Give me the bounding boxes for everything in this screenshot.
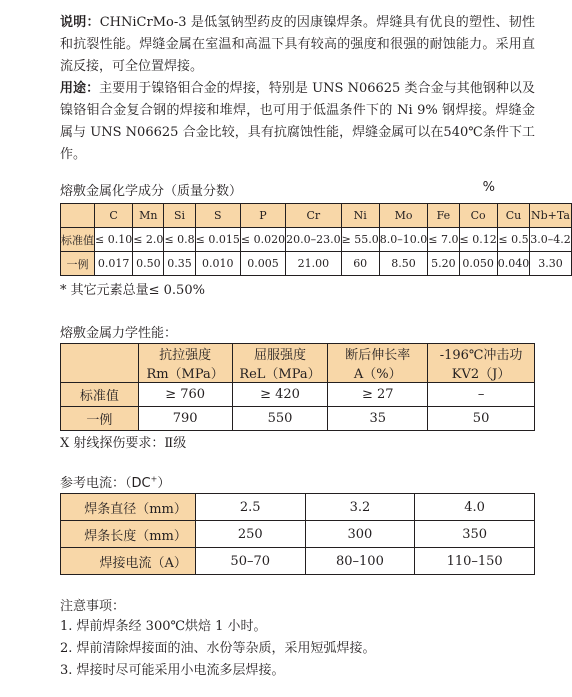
mech-header-cell (428, 344, 535, 383)
table-row (61, 383, 535, 407)
row-label: 一例 (61, 252, 95, 276)
chem-header-cell: Co (459, 204, 497, 228)
chem-header-row (61, 204, 572, 228)
mech-title: 熔敷金属力学性能： (60, 326, 178, 341)
chem-unit: % (482, 180, 495, 195)
chem-header-cell: Fe (428, 204, 459, 228)
chem-header-cell: P (240, 204, 285, 228)
current-cell: 2.5 (195, 494, 305, 521)
chem-cell: 3.30 (530, 252, 572, 276)
chem-cell: 0.50 (133, 252, 164, 276)
row-label: 焊接电流（A） (61, 548, 196, 575)
chem-header-cell: Ni (341, 204, 379, 228)
table-row (61, 252, 572, 276)
chem-cell: 0.35 (164, 252, 195, 276)
chem-header-cell: C (95, 204, 133, 228)
mech-cell: 550 (232, 407, 328, 431)
chem-cell: ≤ 7.0 (428, 228, 459, 252)
table-row (61, 407, 535, 431)
current-cell: 300 (305, 521, 415, 548)
intro-text: CHNiCrMo-3 是低氢钠型药皮的因康镍焊条。焊缝具有优良的塑性、韧性和抗裂性能。焊缝金属在室温和高温下具有较高的强度和很强的耐蚀能力。采用直流反接，可全位置焊接。 (60, 15, 535, 74)
current-heading (60, 472, 535, 491)
notes-title: 注意事项： (60, 599, 126, 614)
current-title-suffix: （DC (125, 476, 151, 491)
mech-header-cell (138, 344, 232, 383)
mech-note: X 射线探伤要求：Ⅱ级 (60, 436, 187, 451)
table-row (61, 228, 572, 252)
chem-cell: ≤ 0.12 (459, 228, 497, 252)
current-cell: 80–100 (305, 548, 415, 575)
mech-header-line1: 屈服强度 (253, 348, 306, 363)
chem-cell: 0.010 (195, 252, 240, 276)
chem-cell: ≤ 2.0 (133, 228, 164, 252)
current-title-end: ） (157, 476, 171, 491)
mech-cell: 35 (328, 407, 428, 431)
current-cell: 110–150 (415, 548, 535, 575)
usage-section (60, 78, 535, 166)
chem-cell: ≤ 0.8 (164, 228, 195, 252)
mech-header-row (61, 344, 535, 383)
chem-cell: 0.005 (240, 252, 285, 276)
mech-header-line1: 断后伸长率 (345, 348, 411, 363)
mech-header-line2: ReL（MPa） (239, 367, 321, 382)
chem-cell: 0.050 (459, 252, 497, 276)
chem-cell: 20.0–23.0 (286, 228, 341, 252)
mech-header-line2: Rm（MPa） (146, 367, 224, 382)
chem-cell: ≤ 0.015 (195, 228, 240, 252)
mech-header-line1: 抗拉强度 (159, 348, 212, 363)
table-row (61, 521, 535, 548)
chem-cell: ≥ 55.0 (341, 228, 379, 252)
mech-table (60, 343, 535, 431)
chem-cell: ≤ 0.020 (240, 228, 285, 252)
chem-cell: 60 (341, 252, 379, 276)
chem-header-cell (61, 204, 95, 228)
chem-cell: 8.50 (379, 252, 428, 276)
usage-paragraph (60, 78, 535, 166)
mech-header-cell (232, 344, 328, 383)
mech-cell: 50 (428, 407, 535, 431)
usage-label: 用途： (60, 81, 100, 96)
chem-cell: 3.0–4.2 (530, 228, 572, 252)
notes-list (60, 616, 535, 682)
list-item: 2. 焊前清除焊接面的油、水份等杂质，采用短弧焊接。 (60, 641, 376, 656)
row-label: 一例 (61, 407, 139, 431)
chem-header-cell: Mn (133, 204, 164, 228)
row-label: 焊条长度（mm） (61, 521, 196, 548)
chem-table (60, 203, 572, 276)
list-item: 1. 焊前焊条经 300℃烘焙 1 小时。 (60, 619, 267, 634)
list-item: 3. 焊接时尽可能采用小电流多层焊接。 (60, 663, 285, 678)
current-table (60, 493, 535, 575)
chem-header-cell: Cr (286, 204, 341, 228)
chem-cell: ≤ 0.10 (95, 228, 133, 252)
row-label: 焊条直径（mm） (61, 494, 196, 521)
row-label: 标准值 (61, 228, 95, 252)
mech-cell: ≥ 760 (138, 383, 232, 407)
mech-header-cell (328, 344, 428, 383)
chem-header-cell: Nb+Ta (530, 204, 572, 228)
table-row (61, 494, 535, 521)
mech-cell: 790 (138, 407, 232, 431)
intro-paragraph (60, 12, 535, 78)
current-title-sup: + (150, 474, 158, 484)
current-cell: 50–70 (195, 548, 305, 575)
chem-cell: 0.040 (497, 252, 530, 276)
mech-header-cell (61, 344, 139, 383)
current-cell: 3.2 (305, 494, 415, 521)
chem-header-cell: Mo (379, 204, 428, 228)
intro-section (60, 12, 535, 78)
chem-header-cell: S (195, 204, 240, 228)
chem-cell: 8.0–10.0 (379, 228, 428, 252)
chem-cell: ≤ 0.5 (497, 228, 530, 252)
mech-cell: ≥ 420 (232, 383, 328, 407)
chem-heading (60, 180, 535, 200)
usage-text: 主要用于镍铬钼合金的焊接，特别是 UNS N06625 类合金与其他钢种以及镍铬钼合金复合钢的焊接和堆焊，也可用于低温条件下的 Ni 9% 钢焊接。焊缝金属与 UNS N06625 合金比较，具有抗腐蚀性能，焊缝金属可以在540℃条件下工作。 (60, 81, 535, 162)
mech-cell: – (428, 383, 535, 407)
mech-cell: ≥ 27 (328, 383, 428, 407)
intro-label: 说明： (60, 15, 100, 30)
chem-note: * 其它元素总量≤ 0.50% (60, 283, 205, 298)
mech-header-line1: -196℃冲击功 (439, 348, 523, 363)
chem-cell: 0.017 (95, 252, 133, 276)
mech-header-line2: KV2（J） (451, 367, 511, 382)
mech-header-line2: A（%） (353, 367, 402, 382)
chem-cell: 21.00 (286, 252, 341, 276)
current-cell: 250 (195, 521, 305, 548)
chem-header-cell: Si (164, 204, 195, 228)
current-title: 参考电流： (60, 476, 126, 491)
chem-header-cell: Cu (497, 204, 530, 228)
row-label: 标准值 (61, 383, 139, 407)
chem-cell: 5.20 (428, 252, 459, 276)
current-cell: 350 (415, 521, 535, 548)
table-row (61, 548, 535, 575)
current-cell: 4.0 (415, 494, 535, 521)
chem-title: 熔敷金属化学成分（质量分数） (60, 184, 243, 199)
